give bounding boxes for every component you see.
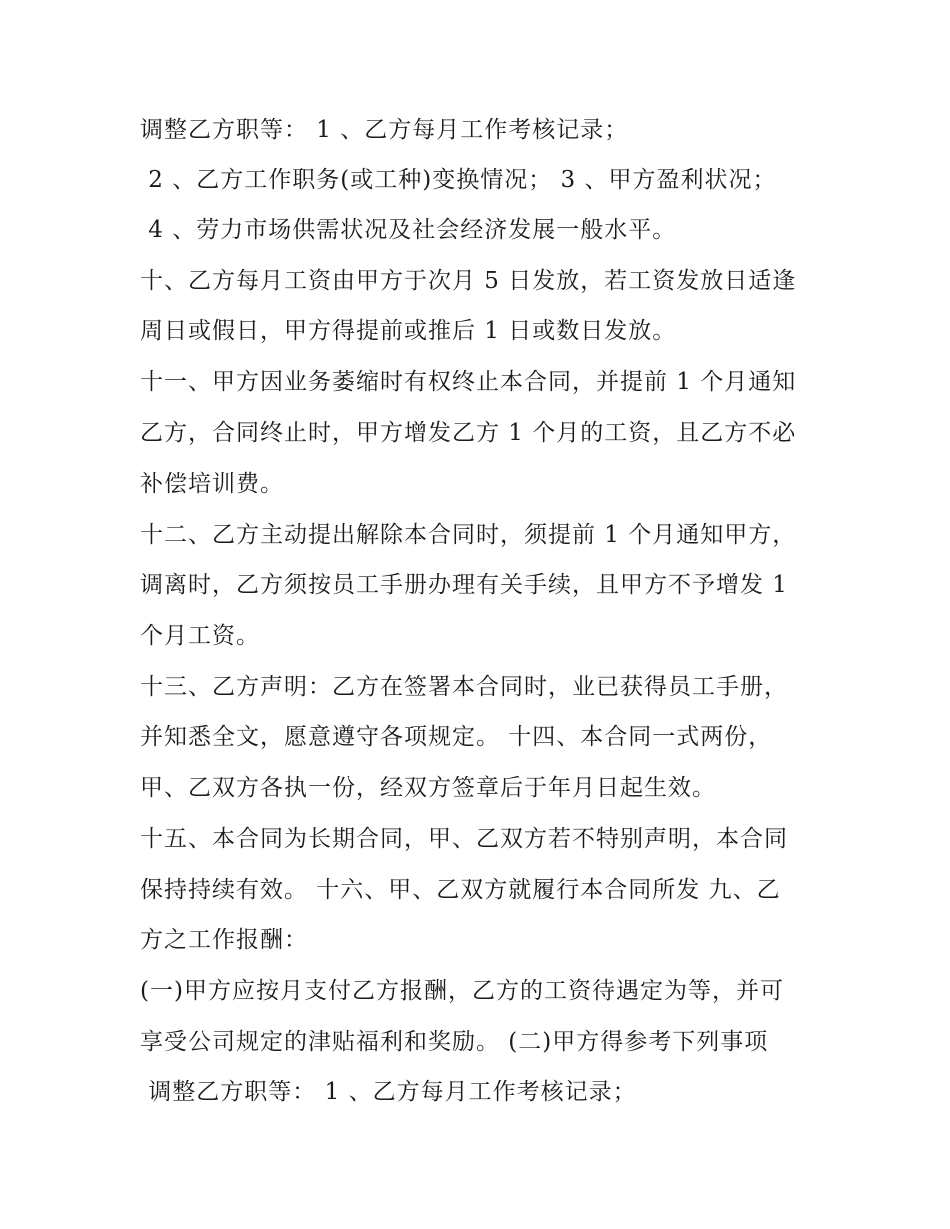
text-line: 2 、乙方工作职务(或工种)变换情况； 3 、甲方盈利状况；: [140, 167, 777, 193]
text-line: 十三、乙方声明：乙方在签署本合同时，业已获得员工手册，: [140, 674, 788, 700]
text-line: 乙方，合同终止时，甲方增发乙方 1 个月的工资，且乙方不必: [140, 420, 797, 446]
text-line: 调整乙方职等： 1 、乙方每月工作考核记录；: [140, 117, 629, 143]
text-line: 十二、乙方主动提出解除本合同时，须提前 1 个月通知甲方，: [140, 522, 797, 548]
text-line: 个月工资。: [140, 623, 260, 649]
text-line: 4 、劳力市场供需状况及社会经济发展一般水平。: [140, 217, 677, 243]
text-line: 调整乙方职等： 1 、乙方每月工作考核记录；: [140, 1079, 637, 1105]
text-line: 补偿培训费。: [140, 471, 284, 497]
text-line: (一)甲方应按月支付乙方报酬，乙方的工资待遇定为等，并可: [140, 978, 784, 1004]
text-line: 并知悉全文，愿意遵守各项规定。 十四、本合同一式两份，: [140, 724, 773, 750]
text-line: 十一、甲方因业务萎缩时有权终止本合同，并提前 1 个月通知: [140, 369, 797, 395]
text-line: 十、乙方每月工资由甲方于次月 5 日发放，若工资发放日适逢: [140, 268, 797, 294]
text-line: 周日或假日，甲方得提前或推后 1 日或数日发放。: [140, 318, 677, 344]
text-line: 方之工作报酬：: [140, 927, 308, 953]
text-line: 享受公司规定的津贴福利和奖励。 (二)甲方得参考下列事项: [140, 1029, 769, 1055]
text-line: 甲、乙双方各执一份，经双方签章后于年月日起生效。: [140, 775, 716, 801]
text-line: 调离时，乙方须按员工手册办理有关手续，且甲方不予增发 1: [140, 572, 788, 598]
text-line: 保持持续有效。 十六、甲、乙双方就履行本合同所发 九、乙: [140, 877, 781, 903]
text-line: 十五、本合同为长期合同，甲、乙双方若不特别声明，本合同: [140, 826, 788, 852]
